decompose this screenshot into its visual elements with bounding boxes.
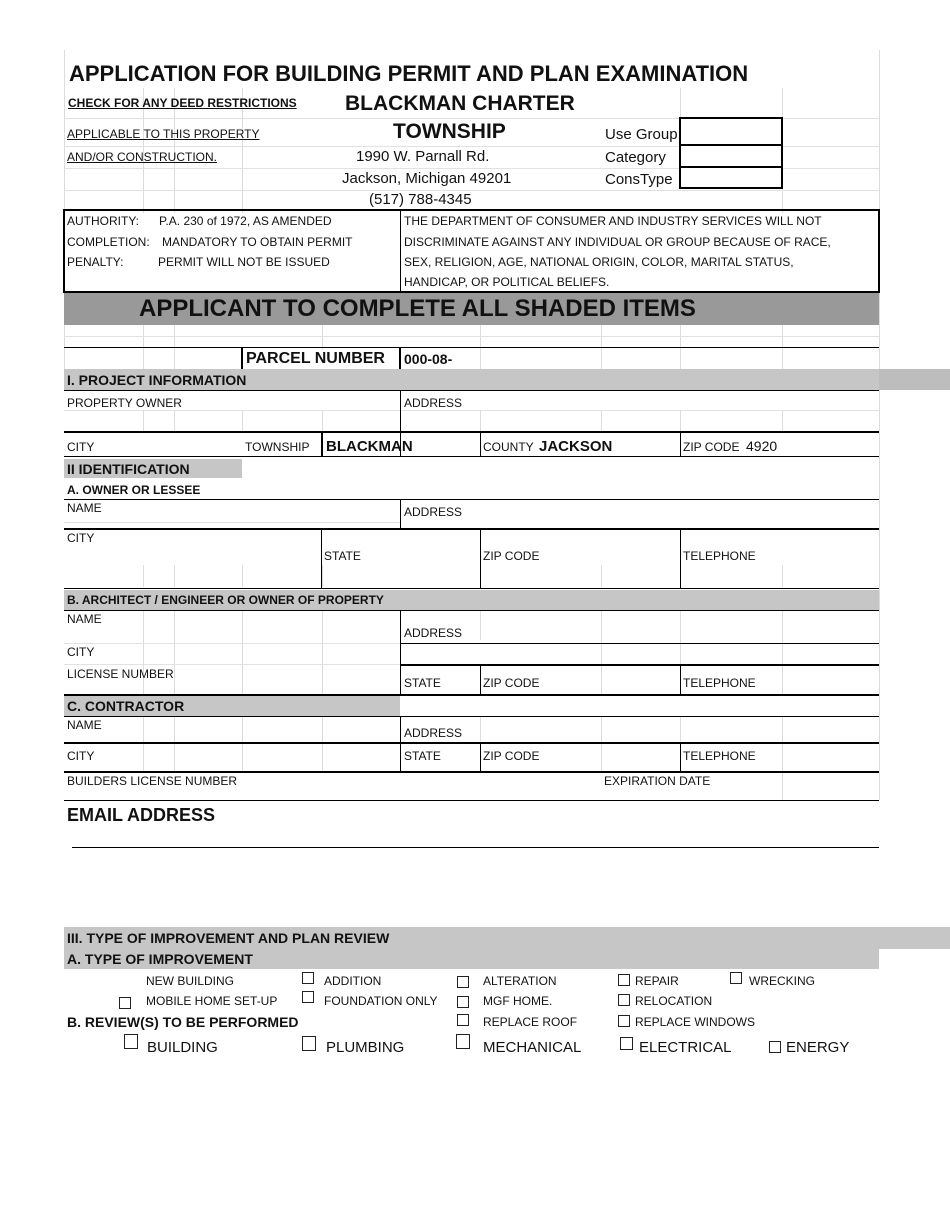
county-value: JACKSON bbox=[539, 438, 613, 455]
repair-checkbox[interactable] bbox=[618, 974, 630, 986]
electrical-review-checkbox[interactable] bbox=[620, 1037, 633, 1050]
category-label: Category bbox=[605, 149, 666, 166]
foundation-only-checkbox[interactable] bbox=[302, 991, 314, 1003]
identification-heading: II IDENTIFICATION bbox=[67, 461, 190, 477]
owner-zip-field[interactable]: ZIP CODE bbox=[483, 549, 540, 563]
cons-type-label: ConsType bbox=[605, 171, 673, 188]
project-zip-label: ZIP CODE bbox=[683, 440, 740, 454]
wrecking-label: WRECKING bbox=[749, 974, 815, 988]
notice-line: THE DEPARTMENT OF CONSUMER AND INDUSTRY SERVICES WILL NOT bbox=[404, 214, 822, 228]
addition-checkbox[interactable] bbox=[302, 972, 314, 984]
penalty-value: PERMIT WILL NOT BE ISSUED bbox=[158, 255, 330, 269]
completion-value: MANDATORY TO OBTAIN PERMIT bbox=[162, 235, 353, 249]
improvement-type-heading: A. TYPE OF IMPROVEMENT bbox=[67, 951, 253, 967]
builders-license-field[interactable]: BUILDERS LICENSE NUMBER bbox=[67, 774, 238, 788]
replace-windows-checkbox[interactable] bbox=[618, 1015, 630, 1027]
architect-name-field[interactable]: NAME bbox=[67, 612, 102, 626]
owner-lessee-heading: A. OWNER OR LESSEE bbox=[67, 483, 201, 497]
new-building-label: NEW BUILDING bbox=[146, 974, 235, 988]
architect-zip-field[interactable]: ZIP CODE bbox=[483, 676, 540, 690]
mechanical-review-checkbox[interactable] bbox=[456, 1034, 470, 1049]
banner-text: APPLICANT TO COMPLETE ALL SHADED ITEMS bbox=[139, 295, 696, 322]
township-name-line2: TOWNSHIP bbox=[393, 120, 506, 143]
architect-state-field[interactable]: STATE bbox=[404, 676, 441, 690]
contractor-name-field[interactable]: NAME bbox=[67, 718, 102, 732]
plumbing-review-label: PLUMBING bbox=[326, 1039, 405, 1056]
notice-line: SEX, RELIGION, AGE, NATIONAL ORIGIN, COLOR, MARITAL STATUS, bbox=[404, 255, 794, 269]
building-review-checkbox[interactable] bbox=[124, 1034, 138, 1049]
architect-address-field[interactable]: ADDRESS bbox=[404, 626, 463, 640]
architect-license-field[interactable]: LICENSE NUMBER bbox=[67, 667, 174, 681]
contractor-heading: C. CONTRACTOR bbox=[67, 698, 185, 714]
notice-line: DISCRIMINATE AGAINST ANY INDIVIDUAL OR GROUP BECAUSE OF RACE, bbox=[404, 235, 831, 249]
mechanical-review-label: MECHANICAL bbox=[483, 1039, 582, 1056]
owner-name-field[interactable]: NAME bbox=[67, 501, 102, 515]
township-value: BLACKMAN bbox=[326, 438, 413, 455]
authority-value: P.A. 230 of 1972, AS AMENDED bbox=[159, 214, 332, 228]
county-label: COUNTY bbox=[483, 440, 534, 454]
owner-city-field[interactable]: CITY bbox=[67, 531, 95, 545]
use-group-input[interactable] bbox=[679, 117, 783, 146]
mgf-home-checkbox[interactable] bbox=[457, 996, 469, 1008]
replace-roof-label: REPLACE ROOF bbox=[483, 1015, 578, 1029]
deed-restrictions-line1: CHECK FOR ANY DEED RESTRICTIONS bbox=[68, 96, 297, 110]
cons-type-input[interactable] bbox=[679, 166, 783, 189]
contractor-state-field[interactable]: STATE bbox=[404, 749, 441, 763]
project-address-field[interactable]: ADDRESS bbox=[404, 396, 463, 410]
addition-label: ADDITION bbox=[324, 974, 382, 988]
project-information-heading: I. PROJECT INFORMATION bbox=[67, 372, 247, 388]
township-city-state: Jackson, Michigan 49201 bbox=[342, 170, 512, 187]
mobile-home-label: MOBILE HOME SET-UP bbox=[146, 994, 278, 1008]
use-group-label: Use Group bbox=[605, 126, 678, 143]
property-owner-field[interactable]: PROPERTY OWNER bbox=[67, 396, 182, 410]
electrical-review-label: ELECTRICAL bbox=[639, 1039, 732, 1056]
building-review-label: BUILDING bbox=[147, 1039, 218, 1056]
wrecking-checkbox[interactable] bbox=[730, 972, 742, 984]
notice-line: HANDICAP, OR POLITICAL BELIEFS. bbox=[404, 275, 610, 289]
deed-restrictions-line2: APPLICABLE TO THIS PROPERTY bbox=[67, 127, 260, 141]
energy-review-checkbox[interactable] bbox=[769, 1041, 781, 1053]
relocation-checkbox[interactable] bbox=[618, 994, 630, 1006]
contractor-zip-field[interactable]: ZIP CODE bbox=[483, 749, 540, 763]
foundation-only-label: FOUNDATION ONLY bbox=[324, 994, 438, 1008]
energy-review-label: ENERGY bbox=[786, 1039, 850, 1056]
project-zip-value[interactable]: 4920 bbox=[746, 438, 778, 454]
owner-address-field[interactable]: ADDRESS bbox=[404, 505, 463, 519]
owner-state-field[interactable]: STATE bbox=[324, 549, 361, 563]
township-label: TOWNSHIP bbox=[245, 440, 310, 454]
reviews-heading: B. REVIEW(S) TO BE PERFORMED bbox=[67, 1014, 299, 1030]
township-phone: (517) 788-4345 bbox=[369, 191, 472, 208]
owner-telephone-field[interactable]: TELEPHONE bbox=[683, 549, 756, 563]
expiration-date-field[interactable]: EXPIRATION DATE bbox=[604, 774, 711, 788]
mgf-home-label: MGF HOME. bbox=[483, 994, 553, 1008]
contractor-telephone-field[interactable]: TELEPHONE bbox=[683, 749, 756, 763]
replace-roof-checkbox[interactable] bbox=[457, 1014, 469, 1026]
parcel-number-label: PARCEL NUMBER bbox=[246, 350, 385, 367]
repair-label: REPAIR bbox=[635, 974, 679, 988]
replace-windows-label: REPLACE WINDOWS bbox=[635, 1015, 756, 1029]
penalty-label: PENALTY: bbox=[67, 255, 124, 269]
contractor-city-field[interactable]: CITY bbox=[67, 749, 95, 763]
architect-heading: B. ARCHITECT / ENGINEER OR OWNER OF PROPERTY bbox=[67, 593, 384, 607]
relocation-label: RELOCATION bbox=[635, 994, 713, 1008]
category-input[interactable] bbox=[679, 144, 783, 168]
form-title: APPLICATION FOR BUILDING PERMIT AND PLAN EXAMINATION bbox=[69, 61, 749, 86]
email-address-label: EMAIL ADDRESS bbox=[67, 805, 216, 825]
township-name-line1: BLACKMAN CHARTER bbox=[345, 92, 575, 115]
email-address-input[interactable] bbox=[72, 847, 879, 848]
architect-city-field[interactable]: CITY bbox=[67, 645, 95, 659]
authority-label: AUTHORITY: bbox=[67, 214, 140, 228]
deed-restrictions-line3: AND/OR CONSTRUCTION. bbox=[67, 150, 217, 164]
alteration-label: ALTERATION bbox=[483, 974, 557, 988]
architect-telephone-field[interactable]: TELEPHONE bbox=[683, 676, 756, 690]
contractor-address-field[interactable]: ADDRESS bbox=[404, 726, 463, 740]
mobile-home-checkbox[interactable] bbox=[119, 997, 131, 1009]
improvement-heading: III. TYPE OF IMPROVEMENT AND PLAN REVIEW bbox=[67, 930, 390, 946]
alteration-checkbox[interactable] bbox=[457, 976, 469, 988]
parcel-number-input[interactable]: 000-08- bbox=[404, 351, 453, 367]
project-city-field[interactable]: CITY bbox=[67, 440, 95, 454]
plumbing-review-checkbox[interactable] bbox=[302, 1036, 316, 1051]
township-address: 1990 W. Parnall Rd. bbox=[356, 148, 490, 165]
completion-label: COMPLETION: bbox=[67, 235, 150, 249]
